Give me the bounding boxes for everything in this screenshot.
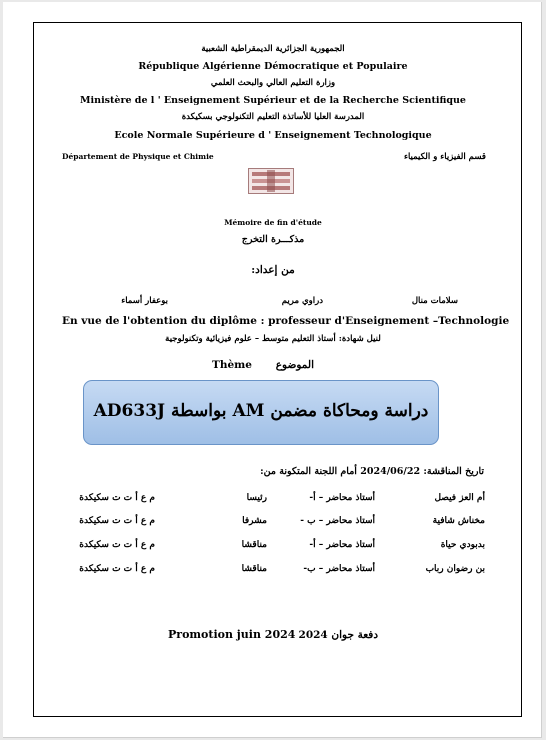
purpose-french: En vue de l'obtention du diplôme : professeur d'Enseignement –Technologie [62, 315, 510, 327]
theme-label-french: Thème [212, 359, 252, 371]
memoire-title-french: Mémoire de fin d'étude [224, 218, 322, 227]
jury-member-role: مناقشا [241, 564, 267, 574]
jury-member-name: مخناش شافية [432, 516, 485, 526]
jury-member-name: أم العز فيصل [434, 493, 485, 503]
republic-french: République Algérienne Démocratique et Populaire [138, 61, 408, 72]
jury-member-name: بن رضوان رباب [425, 564, 485, 574]
jury-member-grade: أستاذ محاضر – أ- [309, 540, 375, 550]
memoire-title-arabic: مذكـــرة التخرج [241, 234, 305, 245]
author-name: بوعفار أسماء [121, 296, 168, 306]
jury-member-role: مناقشا [241, 540, 267, 550]
department-french: Département de Physique et Chimie [62, 152, 214, 161]
prepared-by-label: من إعداد: [251, 264, 295, 276]
author-name: دراوي مريم [281, 296, 323, 306]
author-name: سلامات منال [411, 296, 458, 306]
jury-member-name: بدبودي حياة [440, 540, 485, 550]
jury-member-institution: م ع أ ت ت سكيكدة [79, 564, 155, 574]
jury-member-role: مشرفا [242, 516, 267, 526]
jury-member-role: رئيسا [246, 493, 267, 503]
jury-row [60, 493, 485, 507]
jury-row [60, 564, 485, 578]
theme-box [83, 380, 439, 445]
theme-label-arabic: الموضوع [275, 359, 314, 371]
purpose-arabic: لنيل شهادة: أستاذ التعليم متوسط – علوم فيزيائية وتكنولوجية [165, 334, 381, 344]
department-arabic: قسم الفيزياء و الكيمياء [403, 152, 486, 162]
jury-member-grade: أستاذ محاضر – أ- [309, 493, 375, 503]
jury-member-institution: م ع أ ت ت سكيكدة [79, 516, 155, 526]
jury-member-grade: أستاذ محاضر – ب - [300, 516, 375, 526]
jury-member-institution: م ع أ ت ت سكيكدة [79, 493, 155, 503]
ministry-arabic: وزارة التعليم العالي والبحث العلمي [210, 78, 336, 88]
school-arabic: المدرسة العليا للأساتذة التعليم التكنولوجي بسكيكدة [181, 112, 365, 122]
school-french: Ecole Normale Supérieure d ' Enseignement Technologique [114, 130, 432, 141]
jury-member-institution: م ع أ ت ت سكيكدة [79, 540, 155, 550]
defense-date-heading: تاريخ المناقشة: 2024/06/22 أمام اللجنة المتكونة من: [260, 466, 484, 477]
promotion-french: Promotion juin 2024 [168, 628, 296, 641]
jury-row [60, 540, 485, 554]
school-logo-icon [248, 168, 294, 194]
jury-member-grade: أستاذ محاضر – ب- [303, 564, 375, 574]
ministry-french: Ministère de l ' Enseignement Supérieur et de la Recherche Scientifique [80, 95, 466, 106]
republic-arabic: الجمهورية الجزائرية الديمقراطية الشعبية [201, 44, 345, 54]
promotion-arabic: دفعة جوان 2024 [298, 629, 378, 641]
jury-row [60, 516, 485, 530]
theme-title: دراسة ومحاكاة مضمن AM بواسطة AD633J [93, 401, 429, 421]
